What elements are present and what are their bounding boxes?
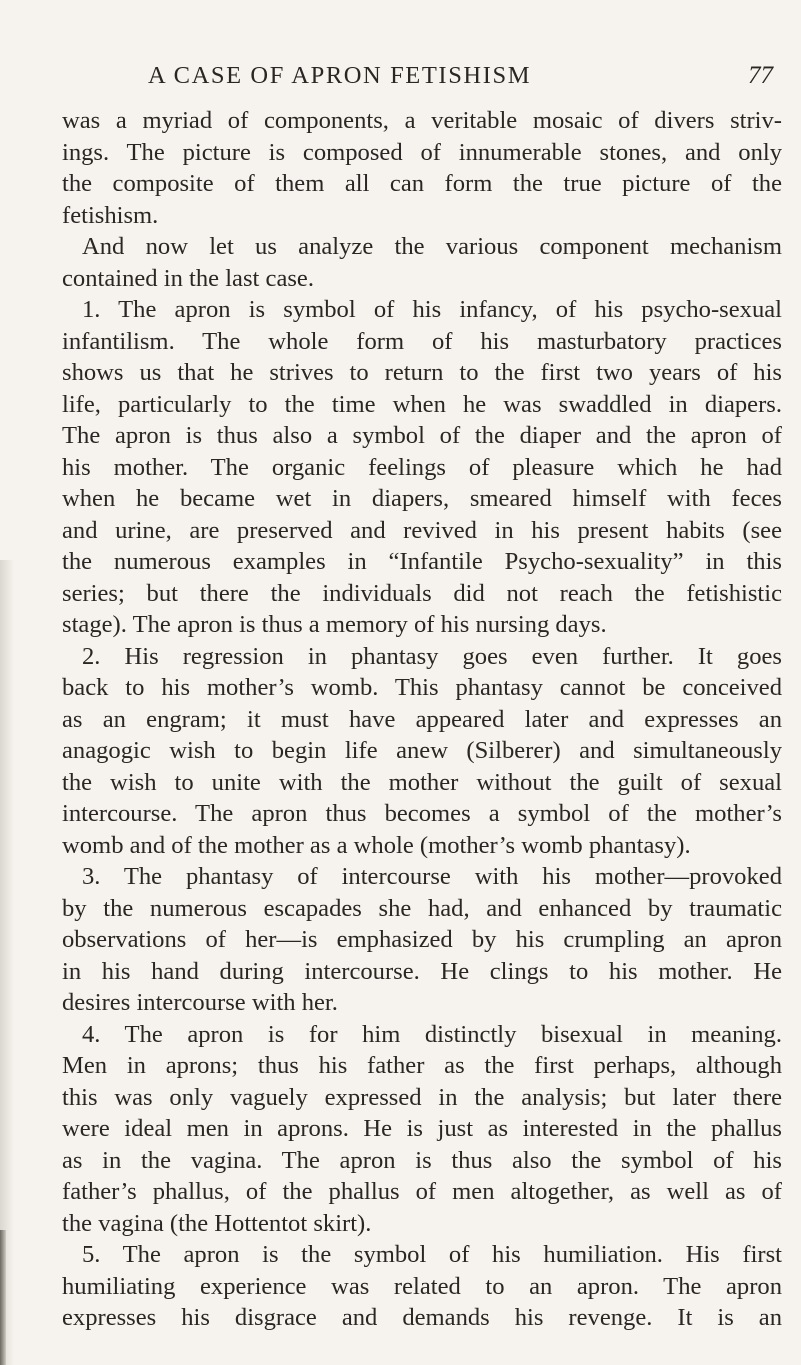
text-line: when he became wet in diapers, smeared himself with feces [62,485,782,512]
text-line: the numerous examples in “Infantile Psycho-sexuality” in this [62,548,782,575]
text-line: observations of her—is emphasized by his crumpling an apron [62,926,782,953]
text-line: infantilism. The whole form of his masturbatory practices [62,327,782,355]
text-line: intercourse. The apron thus becomes a symbol of the mother’s [62,800,782,827]
body-text [62,105,782,1334]
text-line: was a myriad of components, a veritable mosaic of divers striv- [62,107,782,134]
text-line: anagogic wish to begin life anew (Silberer) and simultaneously [62,737,782,764]
text-line: stage). The apron is thus a memory of his nursing days. [62,611,607,638]
text-line: 3. The phantasy of intercourse with his mother—provoked [82,863,782,890]
text-line: the composite of them all can form the true picture of the [62,170,782,197]
text-line: by the numerous escapades she had, and enhanced by traumatic [62,894,782,922]
text-line: shows us that he strives to return to the first two years of his [62,359,782,386]
text-line: father’s phallus, of the phallus of men altogether, as well as of [62,1178,782,1205]
text-line: Men in aprons; thus his father as the first perhaps, although [62,1052,782,1079]
text-line: desires intercourse with her. [62,989,338,1016]
running-head: A CASE OF APRON FETISHISM [148,62,532,89]
page-edge-bar [0,1230,6,1365]
text-line: 5. The apron is the symbol of his humiliation. His first [82,1241,782,1268]
text-line: and urine, are preserved and revived in his present habits (see [62,516,782,544]
text-line: were ideal men in aprons. He is just as interested in the phallus [62,1115,782,1142]
text-line: the vagina (the Hottentot skirt). [62,1209,372,1237]
text-line: 1. The apron is symbol of his infancy, of his psycho-sexual [82,296,782,323]
text-line: 2. His regression in phantasy goes even further. It goes [82,642,782,670]
text-line: the wish to unite with the mother without the guilt of sexual [62,768,782,796]
text-line: as in the vagina. The apron is thus also the symbol of his [62,1146,782,1174]
page-number: 77 [748,62,773,89]
text-line: The apron is thus also a symbol of the diaper and the apron of [62,422,782,449]
text-line: life, particularly to the time when he was swaddled in diapers. [62,390,782,418]
text-line: back to his mother’s womb. This phantasy cannot be conceived [62,674,782,701]
text-line: series; but there the individuals did not reach the fetishistic [62,579,782,607]
text-line: ings. The picture is composed of innumerable stones, and only [62,138,782,166]
text-line: womb and of the mother as a whole (mother’s womb phantasy). [62,831,691,859]
text-line: this was only vaguely expressed in the analysis; but later there [62,1083,782,1111]
text-line: And now let us analyze the various component mechanism [82,233,782,260]
text-line: contained in the last case. [62,264,314,292]
text-line: fetishism. [62,201,159,229]
text-line: 4. The apron is for him distinctly bisexual in meaning. [82,1020,782,1048]
text-line: humiliating experience was related to an apron. The apron [62,1272,782,1300]
page-header [148,62,773,98]
text-line: expresses his disgrace and demands his revenge. It is an [62,1304,782,1331]
text-line: in his hand during intercourse. He clings to his mother. He [62,957,782,985]
text-line: his mother. The organic feelings of pleasure which he had [62,453,782,481]
text-line: as an engram; it must have appeared later and expresses an [62,705,782,733]
